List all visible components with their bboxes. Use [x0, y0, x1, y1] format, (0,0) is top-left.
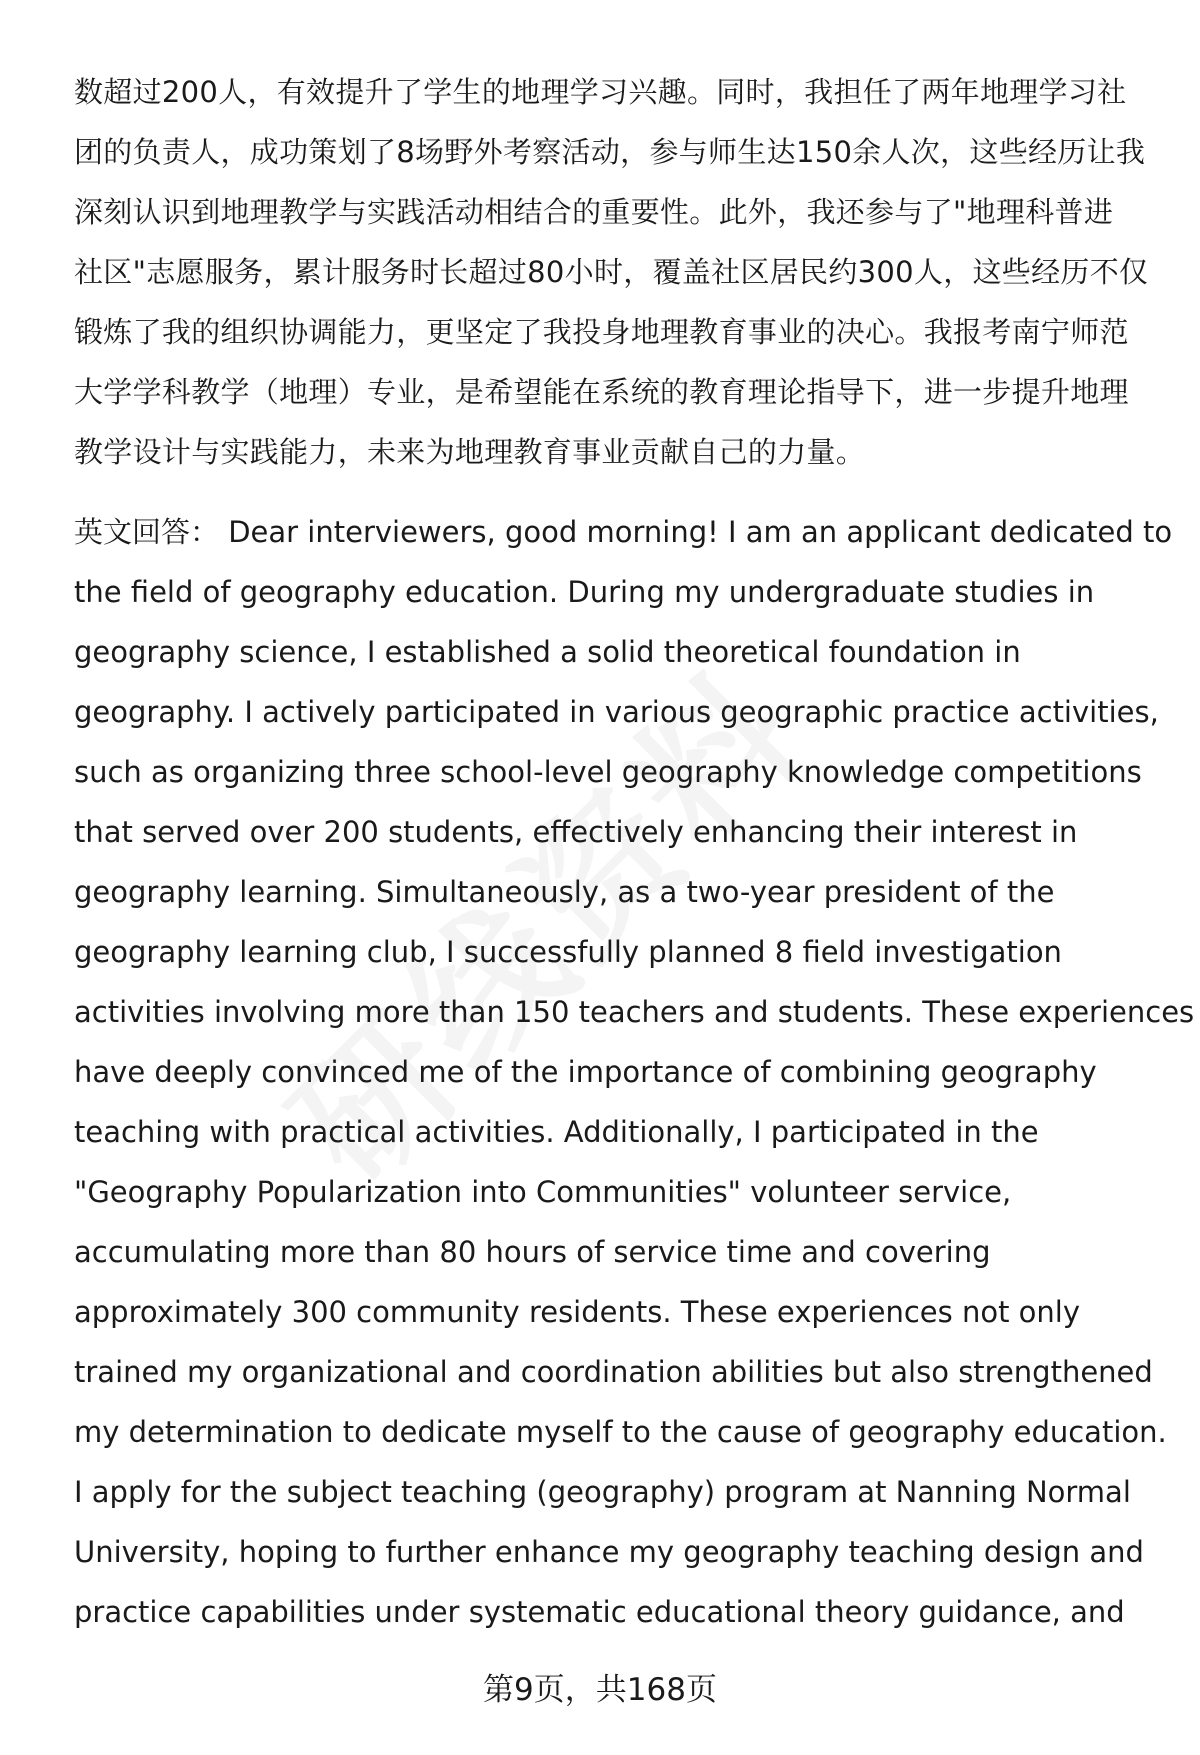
text-line: 大学学科教学（地理）专业，是希望能在系统的教育理论指导下，进一步提升地理 — [74, 375, 1129, 409]
text-line: geography learning club, I successfully planned 8 field investigation — [74, 935, 1062, 969]
text-line: activities involving more than 150 teachers and students. These experiences — [74, 995, 1195, 1029]
text-line: geography. I actively participated in various geographic practice activities, — [74, 695, 1159, 729]
text-line: that served over 200 students, effectively enhancing their interest in — [74, 815, 1078, 849]
text-line: 锻炼了我的组织协调能力，更坚定了我投身地理教育事业的决心。我报考南宁师范 — [74, 315, 1129, 349]
text-line: trained my organizational and coordination abilities but also strengthened — [74, 1355, 1153, 1389]
document-body — [74, 62, 1195, 1642]
text-line: geography science, I established a solid theoretical foundation in — [74, 635, 1021, 669]
text-line: 深刻认识到地理教学与实践活动相结合的重要性。此外，我还参与了"地理科普进 — [74, 195, 1114, 229]
text-line: University, hoping to further enhance my geography teaching design and — [74, 1535, 1144, 1569]
text-line: accumulating more than 80 hours of service time and covering — [74, 1235, 991, 1269]
text-line: have deeply convinced me of the importance of combining geography — [74, 1055, 1097, 1089]
text-line: teaching with practical activities. Additionally, I participated in the — [74, 1115, 1039, 1149]
text-line: 数超过200人，有效提升了学生的地理学习兴趣。同时，我担任了两年地理学习社 — [74, 75, 1127, 109]
text-line: such as organizing three school-level geography knowledge competitions — [74, 755, 1142, 789]
text-line: 英文回答： Dear interviewers, good morning! I am an applicant dedicated to — [74, 515, 1173, 549]
text-line: 社区"志愿服务，累计服务时长超过80小时，覆盖社区居民约300人，这些经历不仅 — [74, 255, 1149, 289]
english-answer-paragraph — [74, 502, 1195, 1642]
text-line: geography learning. Simultaneously, as a two-year president of the — [74, 875, 1055, 909]
text-line: the field of geography education. During my undergraduate studies in — [74, 575, 1095, 609]
text-line: practice capabilities under systematic educational theory guidance, and — [74, 1595, 1125, 1629]
chinese-answer-paragraph — [74, 62, 1164, 482]
page-number-footer: 第9页，共168页 — [483, 1672, 717, 1708]
text-line: 教学设计与实践能力，未来为地理教育事业贡献自己的力量。 — [74, 435, 866, 469]
text-line: I apply for the subject teaching (geography) program at Nanning Normal — [74, 1475, 1131, 1509]
text-line: 团的负责人，成功策划了8场野外考察活动，参与师生达150余人次，这些经历让我 — [74, 135, 1146, 169]
text-line: "Geography Popularization into Communities" volunteer service, — [74, 1175, 1012, 1209]
text-line: approximately 300 community residents. These experiences not only — [74, 1295, 1080, 1329]
text-line: my determination to dedicate myself to the cause of geography education. — [74, 1415, 1167, 1449]
